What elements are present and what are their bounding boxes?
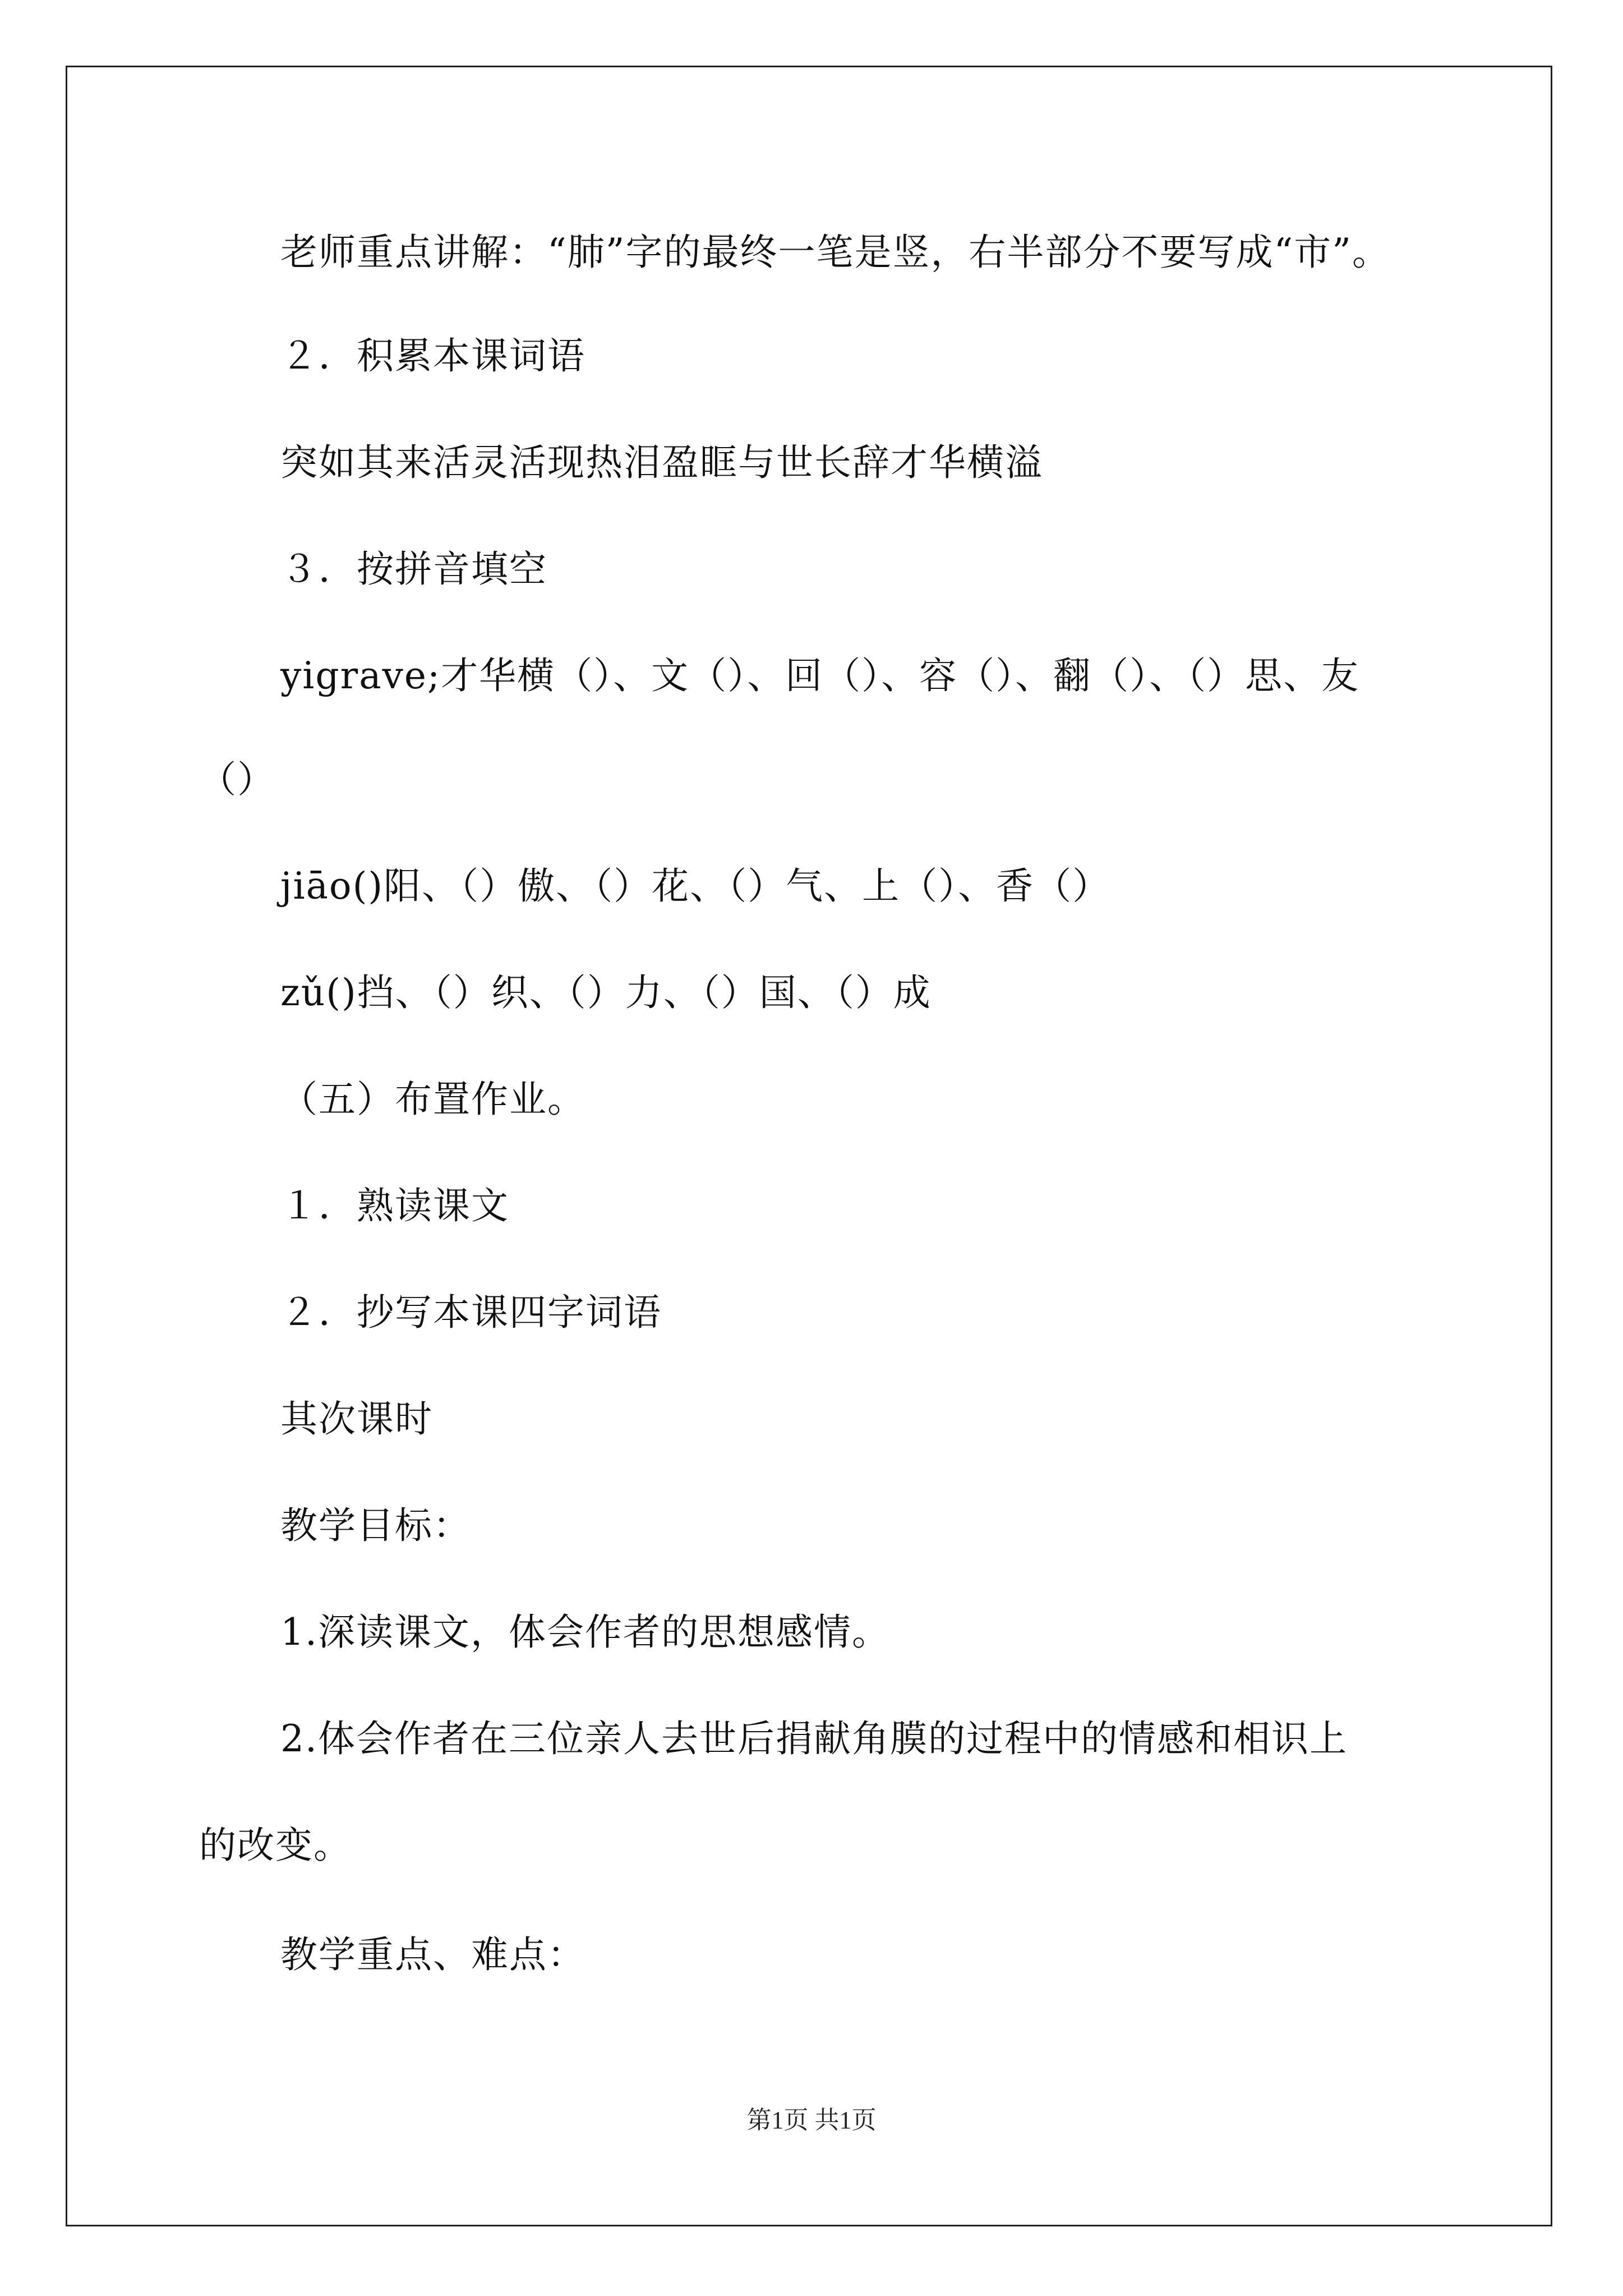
- text-line-continuation: 的改变。: [199, 1824, 352, 1867]
- list-item: １．熟读课文: [280, 1184, 509, 1227]
- section-heading: （五）布置作业。: [280, 1078, 585, 1121]
- list-item: ２．积累本课词语: [280, 334, 585, 378]
- text-line: jiāo()阳、（）傲、（）花、（）气、上（）、香（）: [280, 864, 1111, 908]
- text-line: zǔ()挡、（）织、（）力、（）国、（）成: [280, 971, 932, 1014]
- list-item: 1.深读课文，体会作者的思想感情。: [280, 1611, 890, 1654]
- list-item: ２．抄写本课四字词语: [280, 1291, 662, 1334]
- text-line-continuation: （）: [199, 758, 275, 801]
- list-item: 2.体会作者在三位亲人去世后捐献角膜的过程中的情感和相识上: [280, 1717, 1348, 1760]
- section-heading: 教学重点、难点：: [280, 1933, 585, 1976]
- text-line: yigrave;才华横（）、文（）、回（）、容（）、翻（）、（）思、友: [280, 654, 1360, 697]
- section-heading: 教学目标：: [280, 1504, 471, 1547]
- text-line: 突如其来活灵活现热泪盈眶与世长辞才华横溢: [280, 441, 1043, 484]
- section-heading: 其次课时: [280, 1397, 433, 1441]
- page-number-footer: 第1页 共1页: [746, 2106, 877, 2134]
- page-border: [66, 66, 1552, 2226]
- list-item: ３．按拼音填空: [280, 547, 547, 591]
- text-line: 老师重点讲解：“肺”字的最终一笔是竖，右半部分不要写成“市”。: [280, 231, 1390, 274]
